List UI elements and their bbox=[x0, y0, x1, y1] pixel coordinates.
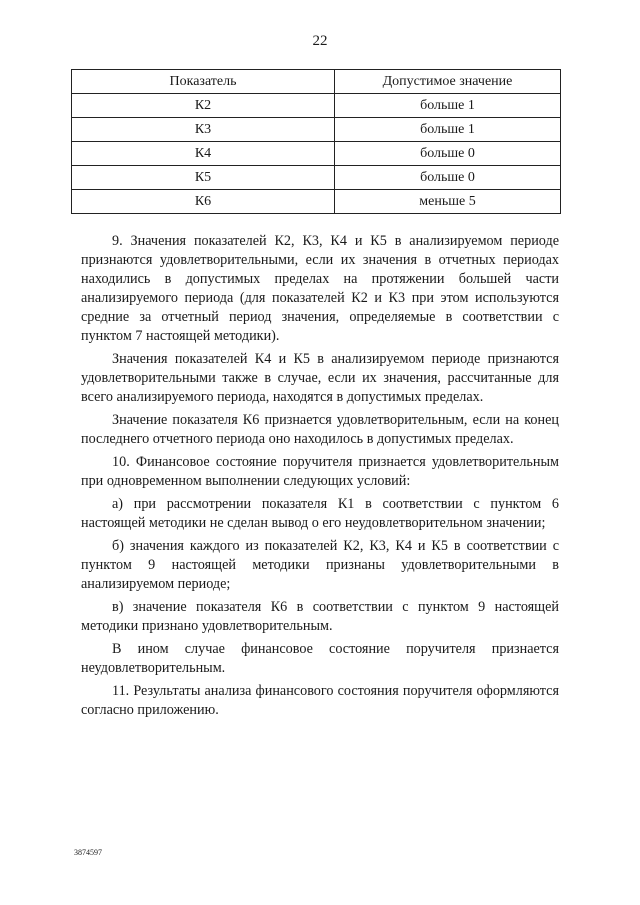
table-row bbox=[72, 118, 561, 142]
document-code: 3874597 bbox=[74, 848, 102, 857]
allowed-value: меньше 5 bbox=[335, 190, 561, 214]
table-row bbox=[72, 190, 561, 214]
allowed-value: больше 0 bbox=[335, 142, 561, 166]
indicator-name: К3 bbox=[72, 118, 335, 142]
condition-a: а) при рассмотрении показателя К1 в соответствии с пунктом 6 настоящей методики не сделан вывод о его неудовлетворительном значении; bbox=[81, 496, 559, 531]
header-allowed-value: Допустимое значение bbox=[335, 70, 561, 94]
allowed-value: больше 1 bbox=[335, 118, 561, 142]
table-row bbox=[72, 142, 561, 166]
paragraph-otherwise: В ином случае финансовое состояние поручителя признается неудовлетворительным. bbox=[81, 641, 559, 676]
indicator-name: К4 bbox=[72, 142, 335, 166]
table-row bbox=[72, 166, 561, 190]
paragraph-10: 10. Финансовое состояние поручителя признается удовлетворительным при одновременном выполнении следующих условий: bbox=[81, 454, 559, 489]
indicator-name: К5 bbox=[72, 166, 335, 190]
header-indicator: Показатель bbox=[72, 70, 335, 94]
paragraph-k6: Значение показателя К6 признается удовлетворительным, если на конец последнего отчетного периода оно находилось в допустимых пределах. bbox=[81, 412, 559, 447]
table-row bbox=[72, 94, 561, 118]
allowed-value: больше 0 bbox=[335, 166, 561, 190]
condition-c: в) значение показателя К6 в соответствии с пунктом 9 настоящей методики признано удовлетворительным. bbox=[81, 599, 559, 634]
page-number: 22 bbox=[312, 33, 328, 49]
indicator-name: К6 bbox=[72, 190, 335, 214]
table-header-row bbox=[72, 70, 561, 94]
paragraph-11: 11. Результаты анализа финансового состояния поручителя оформляются согласно приложению. bbox=[81, 683, 559, 718]
allowed-value: больше 1 bbox=[335, 94, 561, 118]
document-body bbox=[81, 232, 559, 720]
indicator-name: К2 bbox=[72, 94, 335, 118]
indicator-table bbox=[71, 69, 561, 214]
condition-b: б) значения каждого из показателей К2, К3, К4 и К5 в соответствии с пунктом 9 настоящей методики признаны удовлетворительными в анализируемом периоде; bbox=[81, 538, 559, 592]
paragraph-9: 9. Значения показателей К2, К3, К4 и К5 в анализируемом периоде признаются удовлетворительными, если их значения в отчетных периодах находились в допустимых пределах на протяжении большей части анализируемого периода (для показателей К2 и К3 при этом используются средние за отчетный период значения, определяемые в соответствии с пунктом 7 настоящей методики). bbox=[81, 233, 559, 344]
paragraph-k4-k5: Значения показателей К4 и К5 в анализируемом периоде признаются удовлетворительными также в случае, если их значения, рассчитанные для всего анализируемого периода, находятся в допустимых пределах. bbox=[81, 351, 559, 405]
